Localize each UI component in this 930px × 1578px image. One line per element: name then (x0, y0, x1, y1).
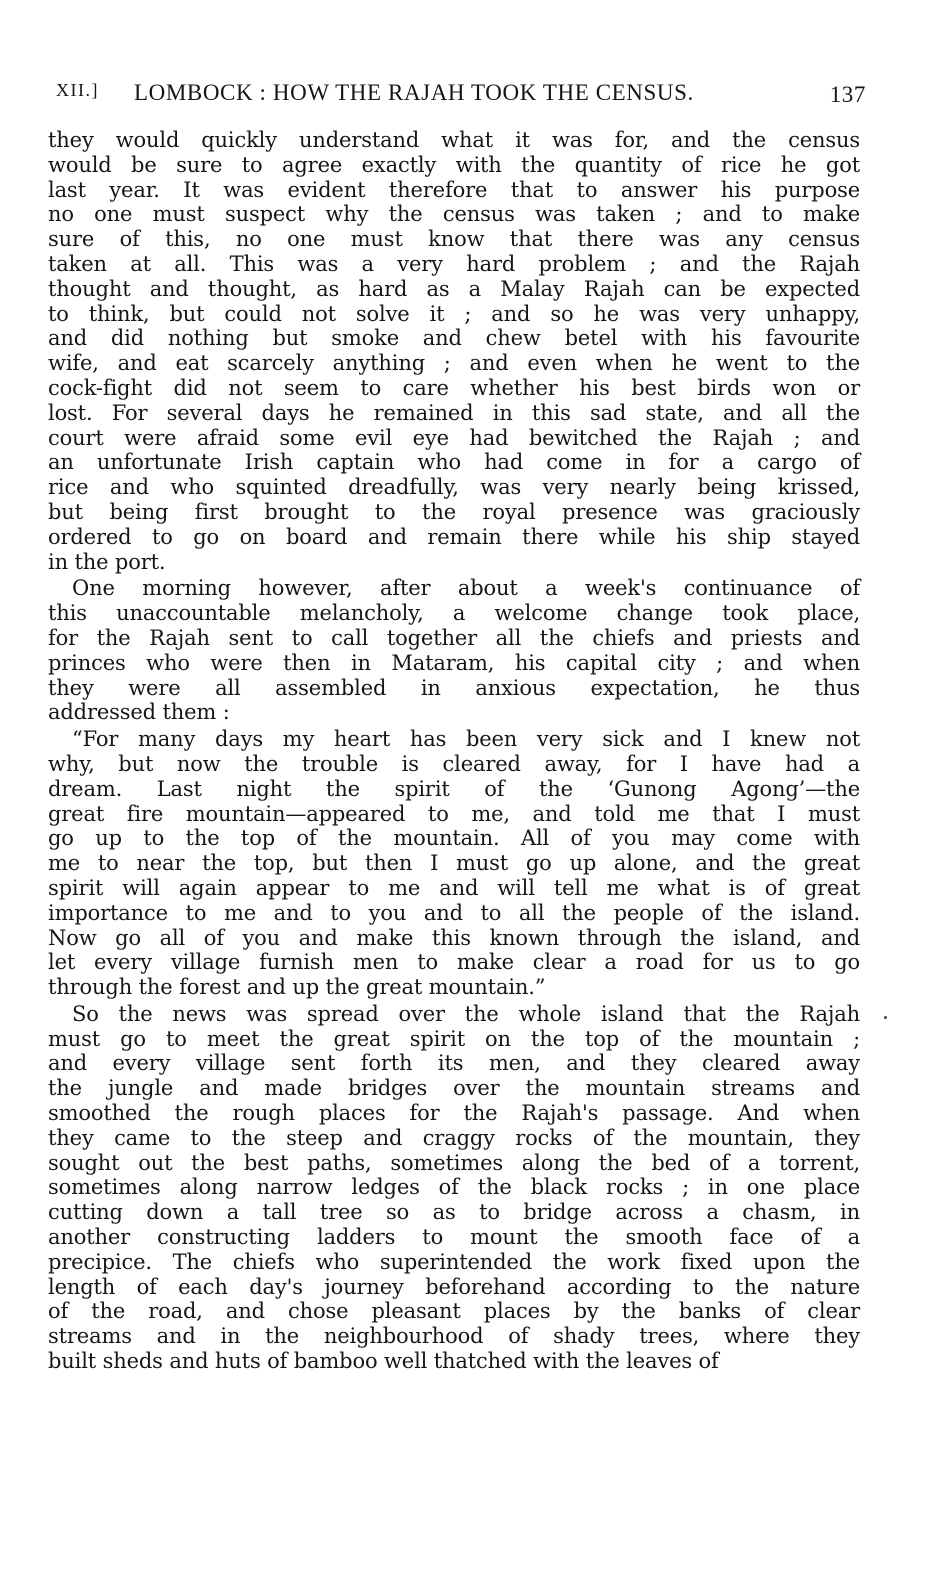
text-line: and did nothing but smoke and chew betel with his favourite (48, 326, 860, 351)
text-line: court were afraid some evil eye had bewitched the Rajah ; and (48, 425, 860, 450)
text-line: must go to meet the great spirit on the top of the mountain ; (48, 1026, 860, 1051)
text-line: lost. For several days he remained in this sad state, and all the (48, 400, 860, 425)
text-line: dream. Last night the spirit of the ‘Gunong Agong’—the (48, 776, 860, 801)
text-line: taken at all. This was a very hard problem ; and the Rajah (48, 251, 860, 276)
text-line: spirit will again appear to me and will tell me what is of great (48, 875, 860, 900)
text-line: ordered to go on board and remain there while his ship stayed (48, 524, 860, 549)
text-line: the jungle and made bridges over the mountain streams and (48, 1076, 860, 1101)
text-line: and every village sent forth its men, and they cleared away (48, 1051, 860, 1076)
text-line: thought and thought, as hard as a Malay Rajah can be expected (48, 276, 860, 301)
text-line: me to near the top, but then I must go up alone, and the great (48, 851, 860, 876)
paper-speck (884, 1016, 887, 1019)
text-line: of the road, and chose pleasant places by the banks of clear (48, 1299, 860, 1324)
text-line: they came to the steep and craggy rocks of the mountain, they (48, 1125, 860, 1150)
text-line: addressed them : (48, 700, 230, 725)
text-line: streams and in the neighbourhood of shady trees, where they (48, 1324, 860, 1349)
text-line: go up to the top of the mountain. All of you may come with (48, 826, 860, 851)
text-line: importance to me and to you and to all the people of the island. (48, 900, 860, 925)
text-line: another constructing ladders to mount the smooth face of a (48, 1225, 860, 1250)
text-line: this unaccountable melancholy, a welcome change took place, (48, 601, 860, 626)
chapter-number: XII.] (56, 80, 99, 100)
text-line: why, but now the trouble is cleared away, for I have had a (48, 751, 860, 776)
text-line: great fire mountain—appeared to me, and told me that I must (48, 801, 860, 826)
text-line: they were all assembled in anxious expectation, he thus (48, 675, 860, 700)
paragraph (48, 128, 860, 574)
text-line: Now go all of you and make this known through the island, and (48, 925, 860, 950)
text-line: precipice. The chiefs who superintended the work fixed upon the (48, 1249, 860, 1274)
text-line: cock-fight did not seem to care whether his best birds won or (48, 375, 860, 400)
page-number: 137 (829, 82, 866, 107)
text-line: cutting down a tall tree so as to bridge across a chasm, in (48, 1200, 860, 1225)
running-head (56, 80, 866, 114)
text-line: smoothed the rough places for the Rajah's passage. And when (48, 1101, 860, 1126)
text-line: “For many days my heart has been very sick and I knew not (72, 727, 860, 752)
paragraph (48, 576, 860, 725)
text-line: for the Rajah sent to call together all the chiefs and priests and (48, 625, 860, 650)
paragraph (48, 1002, 860, 1374)
running-title: LOMBOCK : HOW THE RAJAH TOOK THE CENSUS. (134, 80, 694, 105)
text-line: built sheds and huts of bamboo well thatched with the leaves of (48, 1349, 719, 1374)
text-line: length of each day's journey beforehand according to the nature (48, 1274, 860, 1299)
text-line: through the forest and up the great mountain.” (48, 975, 546, 1000)
text-line: they would quickly understand what it was for, and the census (48, 128, 860, 152)
text-line: One morning however, after about a week's continuance of (72, 576, 860, 601)
text-line: would be sure to agree exactly with the quantity of rice he got (48, 152, 860, 177)
text-line: wife, and eat scarcely anything ; and even when he went to the (48, 351, 860, 376)
text-line: So the news was spread over the whole island that the Rajah (72, 1001, 860, 1026)
text-line: rice and who squinted dreadfully, was very nearly being krissed, (48, 475, 860, 500)
text-line: sure of this, no one must know that there was any census (48, 227, 860, 252)
text-line: no one must suspect why the census was taken ; and to make (48, 202, 860, 227)
paragraph (48, 727, 860, 1000)
text-line: princes who were then in Mataram, his capital city ; and when (48, 650, 860, 675)
text-line: last year. It was evident therefore that to answer his purpose (48, 177, 860, 202)
text-line: in the port. (48, 549, 166, 574)
text-line: let every village furnish men to make clear a road for us to go (48, 950, 860, 975)
text-line: sometimes along narrow ledges of the black rocks ; in one place (48, 1175, 860, 1200)
text-line: sought out the best paths, sometimes along the bed of a torrent, (48, 1150, 860, 1175)
text-line: but being first brought to the royal presence was graciously (48, 499, 860, 524)
text-line: an unfortunate Irish captain who had come in for a cargo of (48, 450, 860, 475)
text-line: to think, but could not solve it ; and so he was very unhappy, (48, 301, 860, 326)
body-text (48, 128, 860, 1374)
